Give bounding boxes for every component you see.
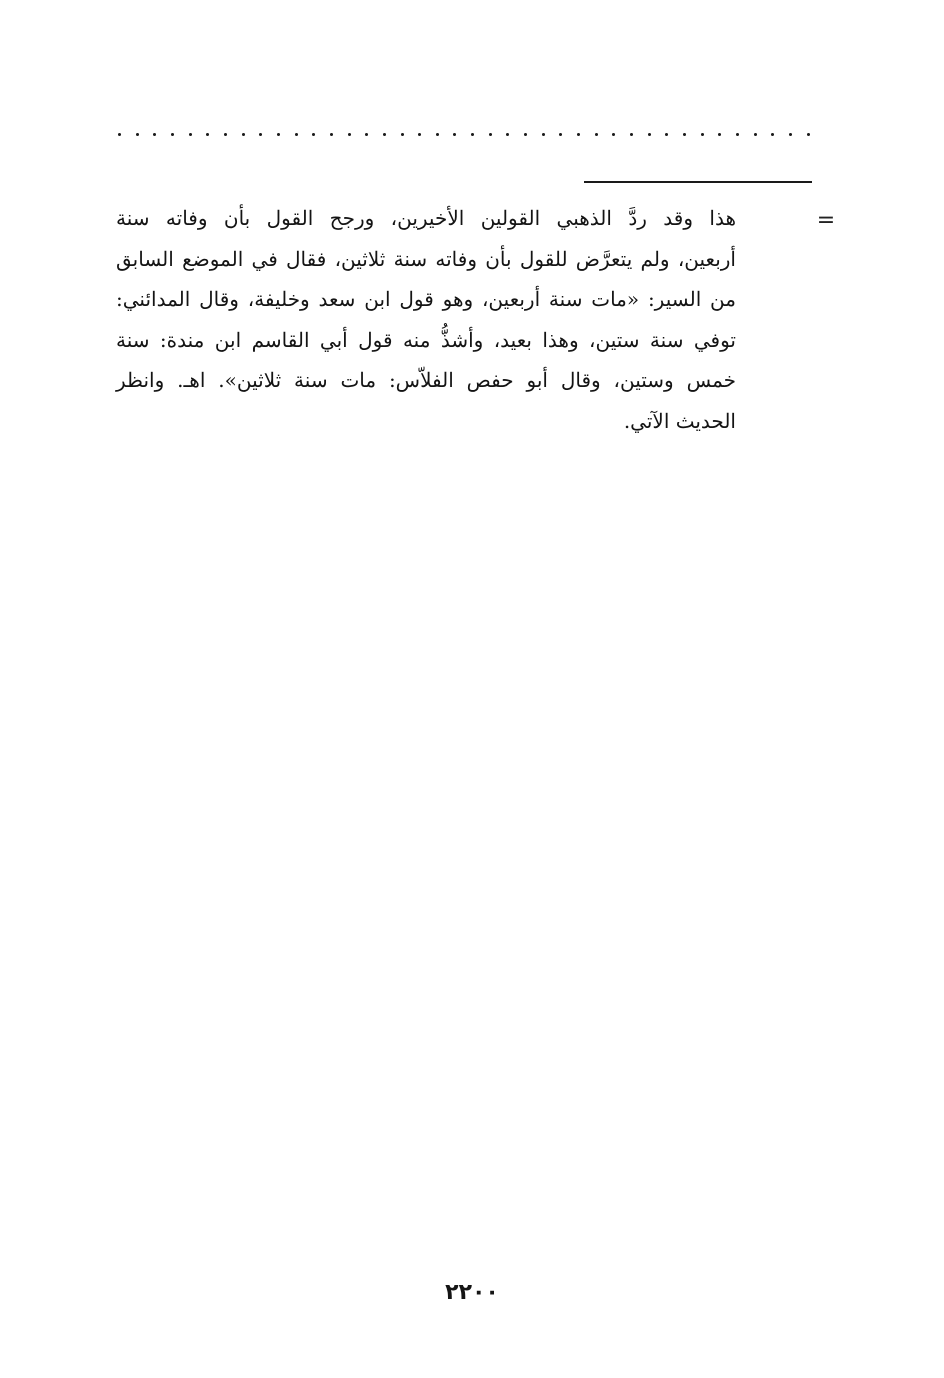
separator-dot (348, 133, 351, 136)
separator-dot (171, 133, 174, 136)
separator-dot (224, 133, 227, 136)
footnote-rule (584, 181, 812, 183)
page-number: ٢٢٠٠ (445, 1280, 499, 1305)
separator-dot (383, 133, 386, 136)
separator-dot (471, 133, 474, 136)
separator-dot (754, 133, 757, 136)
separator-dot (524, 133, 527, 136)
separator-dot (683, 133, 686, 136)
separator-dot (189, 133, 192, 136)
separator-dot (312, 133, 315, 136)
separator-dot (718, 133, 721, 136)
separator-dot (612, 133, 615, 136)
separator-dot (136, 133, 139, 136)
separator-dot (701, 133, 704, 136)
separator-dot (118, 133, 121, 136)
separator-dot (365, 133, 368, 136)
footnote-line: توفي سنة ستين، وهذا بعيد، وأشذُّ منه قول أبي القاسم ابن مندة: سنة (116, 327, 736, 352)
separator-dot (259, 133, 262, 136)
footnote-line: هذا وقد ردَّ الذهبي القولين الأخيرين، ورجح القول بأن وفاته سنة (116, 206, 736, 230)
dotted-separator (118, 126, 810, 142)
footnote-line: خمس وستين، وقال أبو حفص الفلاّس: مات سنة ثلاثين». اهـ. وانظر (116, 368, 736, 392)
footnote-line: أربعين، ولم يتعرَّض للقول بأن وفاته سنة ثلاثين، فقال في الموضع السابق (116, 246, 736, 271)
separator-dot (665, 133, 668, 136)
footnote-text (116, 198, 736, 441)
separator-dot (506, 133, 509, 136)
separator-dot (577, 133, 580, 136)
separator-dot (242, 133, 245, 136)
separator-dot (206, 133, 209, 136)
separator-dot (295, 133, 298, 136)
separator-dot (807, 133, 810, 136)
separator-dot (648, 133, 651, 136)
separator-dot (736, 133, 739, 136)
separator-dot (453, 133, 456, 136)
separator-dot (542, 133, 545, 136)
footnote-line: الحديث الآتي. (623, 408, 736, 433)
footnote-line: من السير: «مات سنة أربعين، وهو قول ابن سعد وخليفة، وقال المدائني: (116, 287, 736, 311)
separator-dot (789, 133, 792, 136)
separator-dot (401, 133, 404, 136)
separator-dot (153, 133, 156, 136)
separator-dot (436, 133, 439, 136)
separator-dot (771, 133, 774, 136)
separator-dot (489, 133, 492, 136)
separator-dot (277, 133, 280, 136)
separator-dot (630, 133, 633, 136)
separator-dot (330, 133, 333, 136)
footnote-continuation-mark: = (816, 208, 836, 233)
separator-dot (418, 133, 421, 136)
separator-dot (559, 133, 562, 136)
separator-dot (595, 133, 598, 136)
